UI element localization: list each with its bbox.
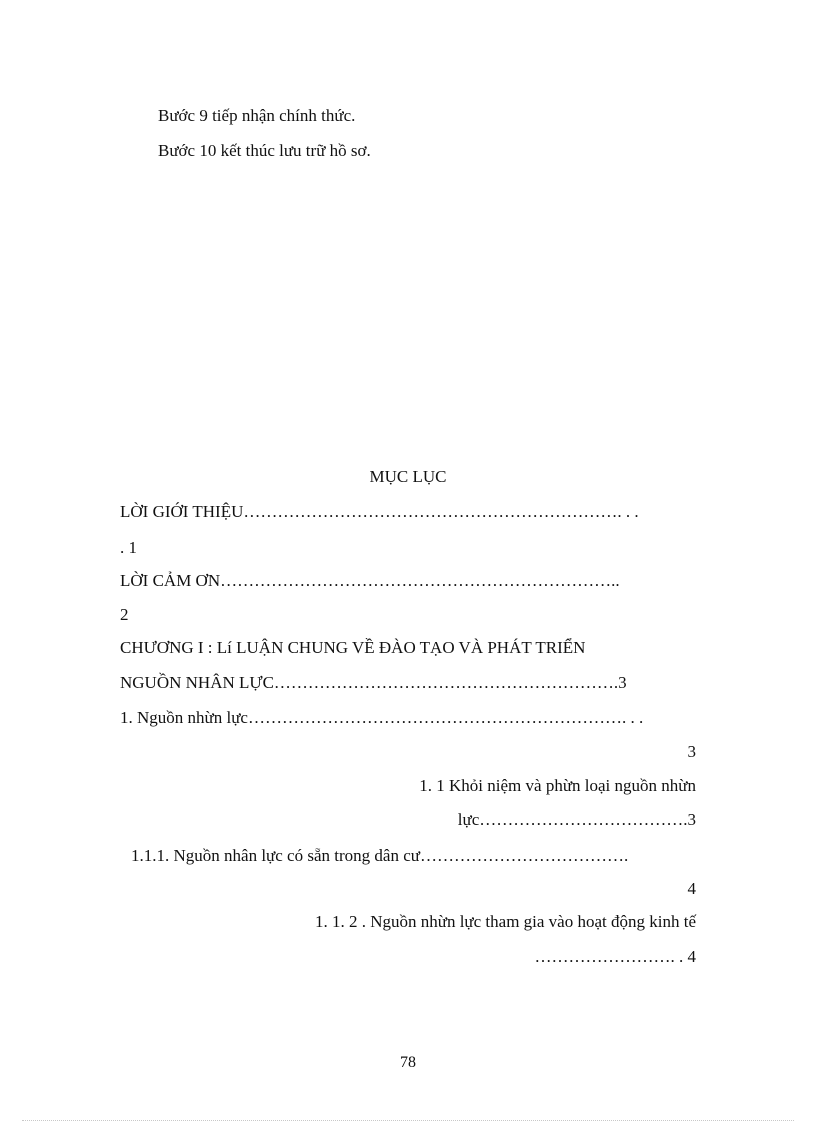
toc-entry-1: 1. Nguồn nhừn lực…………………………………………………………. . . — [120, 708, 644, 727]
toc-entry-1-1-2-cont: ……………………. . 4 — [534, 947, 696, 966]
page-number: 78 — [400, 1054, 416, 1071]
toc-entry-1-1-1-page: 4 — [687, 879, 696, 898]
toc-entry-1-1: 1. 1 Khỏi niệm và phừn loại nguồn nhừn — [419, 776, 696, 795]
toc-entry-intro: LỜI GIỚI THIỆU…………………………………………………………. . . — [120, 502, 639, 521]
toc-entry-1-page: 3 — [687, 742, 696, 761]
toc-entry-thanks-page: 2 — [120, 605, 129, 624]
toc-title: MỤC LỤC — [369, 467, 447, 486]
toc-entry-chapter-1-cont: NGUỒN NHÂN LỰC…………………………………………………….3 — [120, 673, 627, 692]
toc-entry-1-1-cont: lực……………………………….3 — [457, 810, 696, 829]
page-bottom-rule — [22, 1120, 794, 1121]
step-9: Bước 9 tiếp nhận chính thức. — [158, 106, 356, 125]
step-10: Bước 10 kết thúc lưu trữ hồ sơ. — [158, 141, 371, 160]
toc-entry-chapter-1: CHƯƠNG I : Lí LUẬN CHUNG VỀ ĐÀO TẠO VÀ PHÁT TRIỂN — [120, 638, 586, 657]
toc-entry-intro-page: . 1 — [120, 538, 137, 557]
toc-entry-1-1-2: 1. 1. 2 . Nguồn nhừn lực tham gia vào hoạt động kinh tế — [314, 912, 696, 931]
toc-entry-thanks: LỜI CẢM ƠN…………………………………………………………….. — [120, 571, 620, 590]
toc-entry-1-1-1: 1.1.1. Nguồn nhân lực có sẵn trong dân cư………………………………. — [131, 846, 629, 865]
